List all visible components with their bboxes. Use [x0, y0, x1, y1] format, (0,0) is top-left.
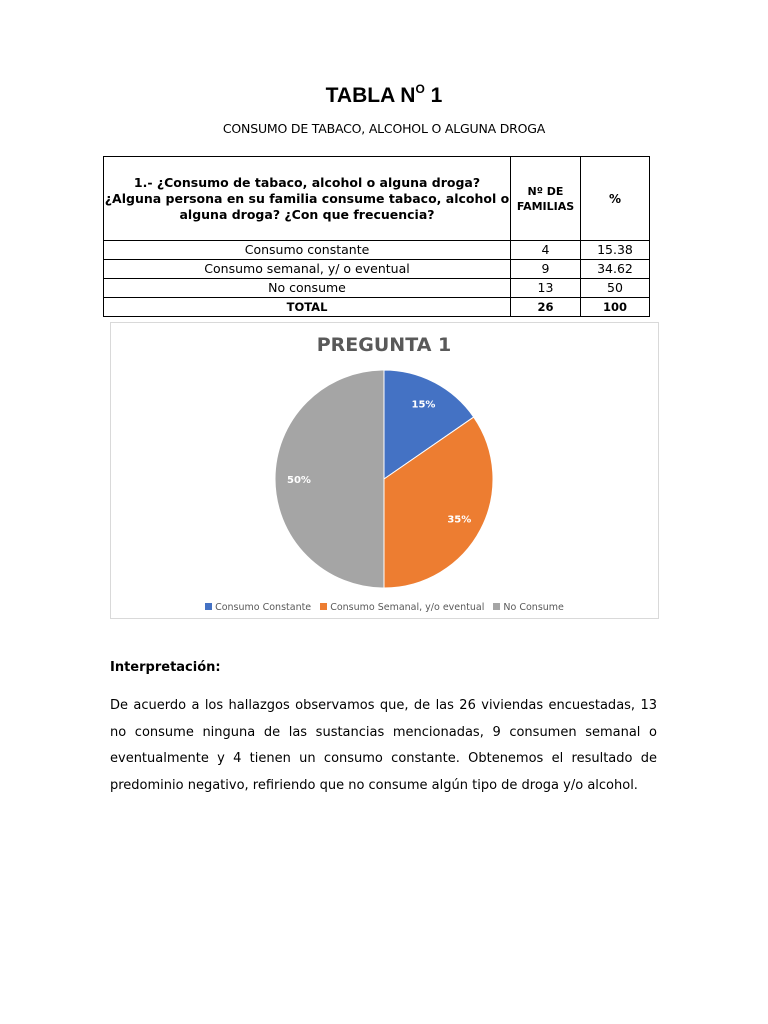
legend-label: No Consume: [503, 602, 564, 613]
table-subtitle: CONSUMO DE TABACO, ALCOHOL O ALGUNA DROGA: [222, 121, 546, 136]
title-main: TABLA N: [325, 84, 416, 107]
table-row: [104, 260, 650, 279]
table-row: [104, 279, 650, 298]
row-percent: 34.62: [581, 260, 650, 279]
table-header-row: [104, 157, 650, 241]
legend-item: [493, 602, 563, 613]
chart-legend: [111, 602, 658, 613]
total-label: TOTAL: [104, 298, 511, 317]
question-header: 1.- ¿Consumo de tabaco, alcohol o alguna droga? ¿Alguna persona en su familia consume tabaco, alcohol o alguna droga? ¿Con que frecuencia?: [104, 157, 511, 241]
chart-title: PREGUNTA 1: [316, 334, 452, 356]
families-header: Nº DE FAMILIAS: [511, 157, 581, 241]
title-superscript: O: [415, 82, 425, 96]
legend-swatch: [493, 603, 500, 610]
legend-label: Consumo Semanal, y/o eventual: [330, 602, 485, 613]
legend-item: [205, 602, 311, 613]
pie-data-label: 35%: [447, 514, 472, 526]
pie-data-label: 15%: [411, 399, 436, 411]
row-count: 9: [511, 260, 581, 279]
pie-data-label: 50%: [287, 475, 311, 486]
total-count: 26: [511, 298, 581, 317]
row-count: 13: [511, 279, 581, 298]
row-count: 4: [511, 241, 581, 260]
legend-item: [320, 602, 484, 613]
table-row: [104, 241, 650, 260]
row-percent: 15.38: [581, 241, 650, 260]
pie-chart-svg: [111, 323, 658, 618]
legend-swatch: [320, 603, 327, 610]
percent-header: %: [581, 157, 650, 241]
row-label: Consumo semanal, y/ o eventual: [104, 260, 511, 279]
total-percent: 100: [581, 298, 650, 317]
interpretation-paragraph: De acuerdo a los hallazgos observamos que, de las 26 viviendas encuestadas, 13 no consume ninguna de las sustancias mencionadas, 9 consumen semanal o eventualmente y 4 tienen un consumo constante. Obtenemos el resultado de predominio negativo, refiriendo que no consume algún tipo de droga y/o alcohol.: [110, 698, 657, 793]
row-label: No consume: [104, 279, 511, 298]
data-table: [103, 156, 650, 317]
row-label: Consumo constante: [104, 241, 511, 260]
row-percent: 50: [581, 279, 650, 298]
table-total-row: [104, 298, 650, 317]
title-number: 1: [430, 84, 443, 107]
pie-chart: [110, 322, 659, 619]
legend-label: Consumo Constante: [215, 602, 312, 613]
interpretation-heading: Interpretación:: [110, 660, 221, 675]
table-title: [0, 84, 768, 108]
legend-swatch: [205, 603, 212, 610]
